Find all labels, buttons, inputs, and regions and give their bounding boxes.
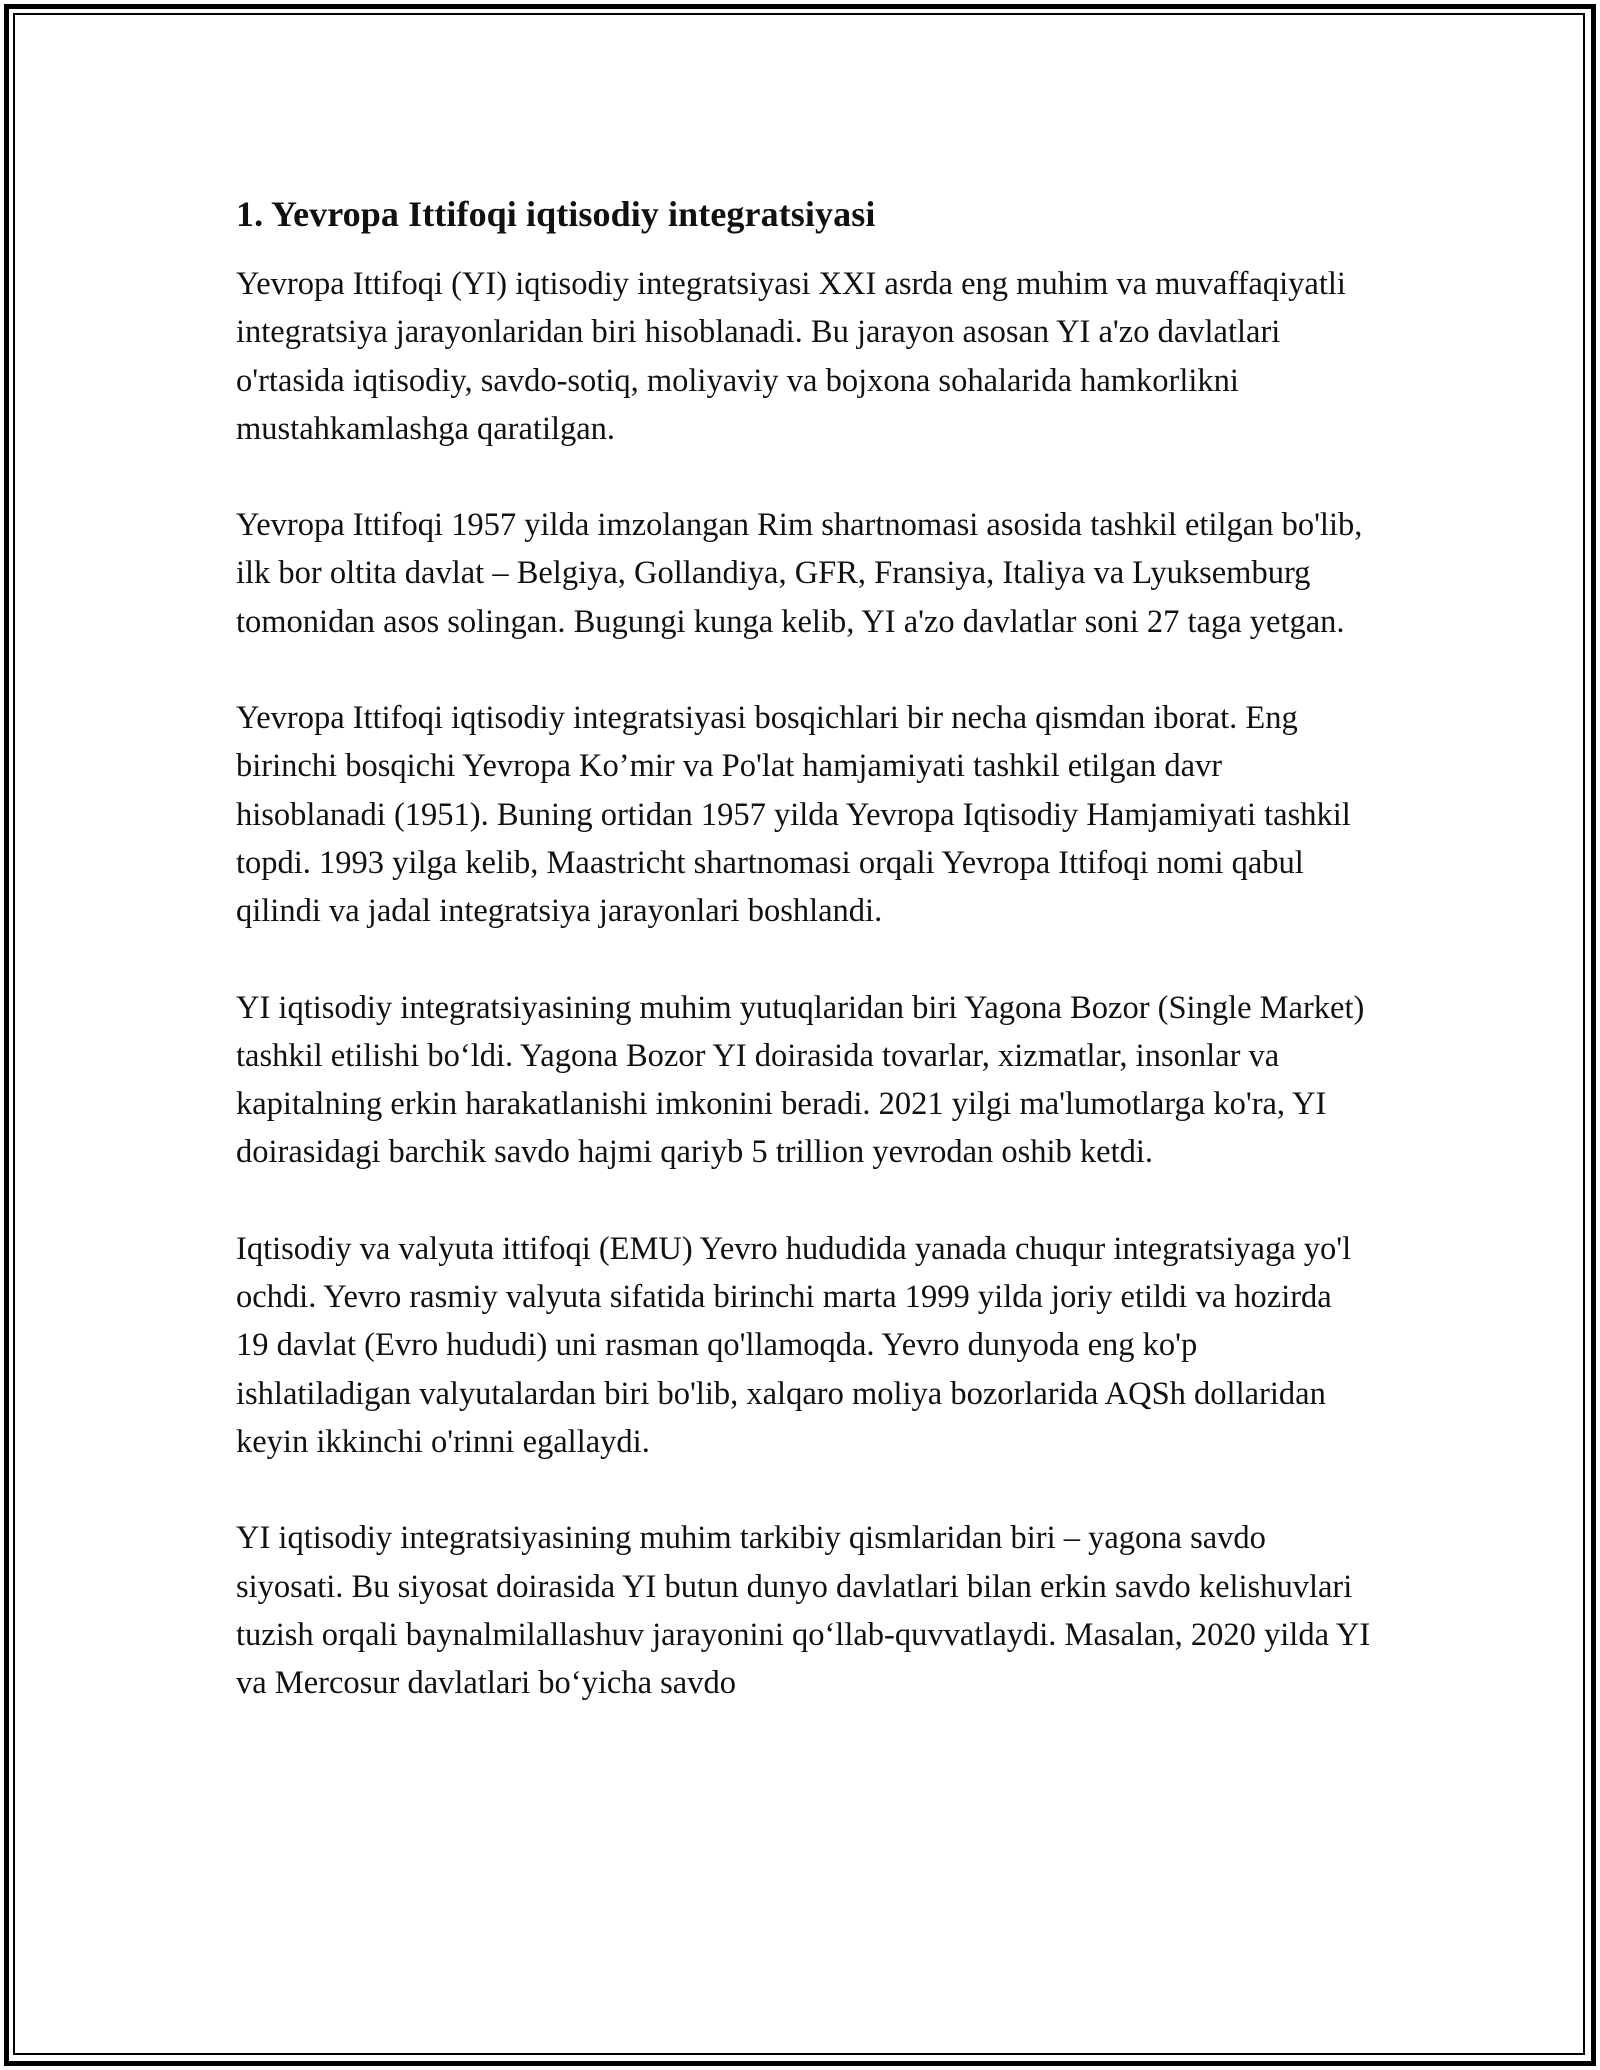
paragraph-5: Iqtisodiy va valyuta ittifoqi (EMU) Yevro hududida yanada chuqur integratsiyaga yo'l ochdi. Yevro rasmiy valyuta sifatida birinchi marta 1999 yilda joriy etildi va hozirda 19 davlat (Evro hududi) uni rasman qo'llamoqda. Yevro dunyoda eng ko'p ishlatiladigan valyutalardan biri bo'lib, xalqaro moliya bozorlarida AQSh dollaridan keyin ikkinchi o'rinni egallaydi. bbox=[236, 1230, 1352, 1460]
section-heading: 1. Yevropa Ittifoqi iqtisodiy integratsiyasi bbox=[236, 194, 876, 234]
paragraph-2: Yevropa Ittifoqi 1957 yilda imzolangan Rim shartnomasi asosida tashkil etilgan bo'lib, ilk bor oltita davlat – Belgiya, Gollandiya, GFR, Fransiya, Italiya va Lyuksemburg tomonidan asos solingan. Bugungi kunga kelib, YI a'zo davlatlar soni 27 taga yetgan. bbox=[236, 507, 1363, 640]
paragraph-3: Yevropa Ittifoqi iqtisodiy integratsiyasi bosqichlari bir necha qismdan iborat. Eng birinchi bosqichi Yevropa Ko’mir va Po'lat hamjamiyati tashkil etilgan davr hisoblanadi (1951). Buning ortidan 1957 yilda Yevropa Iqtisodiy Hamjamiyati tashkil topdi. 1993 yilga kelib, Maastricht shartnomasi orqali Yevropa Ittifoqi nomi qabul qilindi va jadal integratsiya jarayonlari boshlandi. bbox=[236, 700, 1351, 930]
paragraph-6: YI iqtisodiy integratsiyasining muhim tarkibiy qismlaridan biri – yagona savdo siyosati. Bu siyosat doirasida YI butun dunyo davlatlari bilan erkin savdo kelishuvlari tuzish orqali baynalmilallashuv jarayonini qo‘llab-quvvatlaydi. Masalan, 2020 yilda YI va Mercosur davlatlari bo‘yicha savdo bbox=[236, 1520, 1371, 1702]
document-body bbox=[236, 190, 1371, 1755]
paragraph-4: YI iqtisodiy integratsiyasining muhim yutuqlaridan biri Yagona Bozor (Single Market) tashkil etilishi bo‘ldi. Yagona Bozor YI doirasida tovarlar, xizmatlar, insonlar va kapitalning erkin harakatlanishi imkonini beradi. 2021 yilgi ma'lumotlarga ko'ra, YI doirasidagi barchik savdo hajmi qariyb 5 trillion yevrodan oshib ketdi. bbox=[236, 989, 1365, 1171]
paragraph-1: Yevropa Ittifoqi (YI) iqtisodiy integratsiyasi XXI asrda eng muhim va muvaffaqiyatli integratsiya jarayonlaridan biri hisoblanadi. Bu jarayon asosan YI a'zo davlatlari o'rtasida iqtisodiy, savdo-sotiq, moliyaviy va bojxona sohalarida hamkorlikni mustahkamlashga qaratilgan. bbox=[236, 266, 1346, 447]
